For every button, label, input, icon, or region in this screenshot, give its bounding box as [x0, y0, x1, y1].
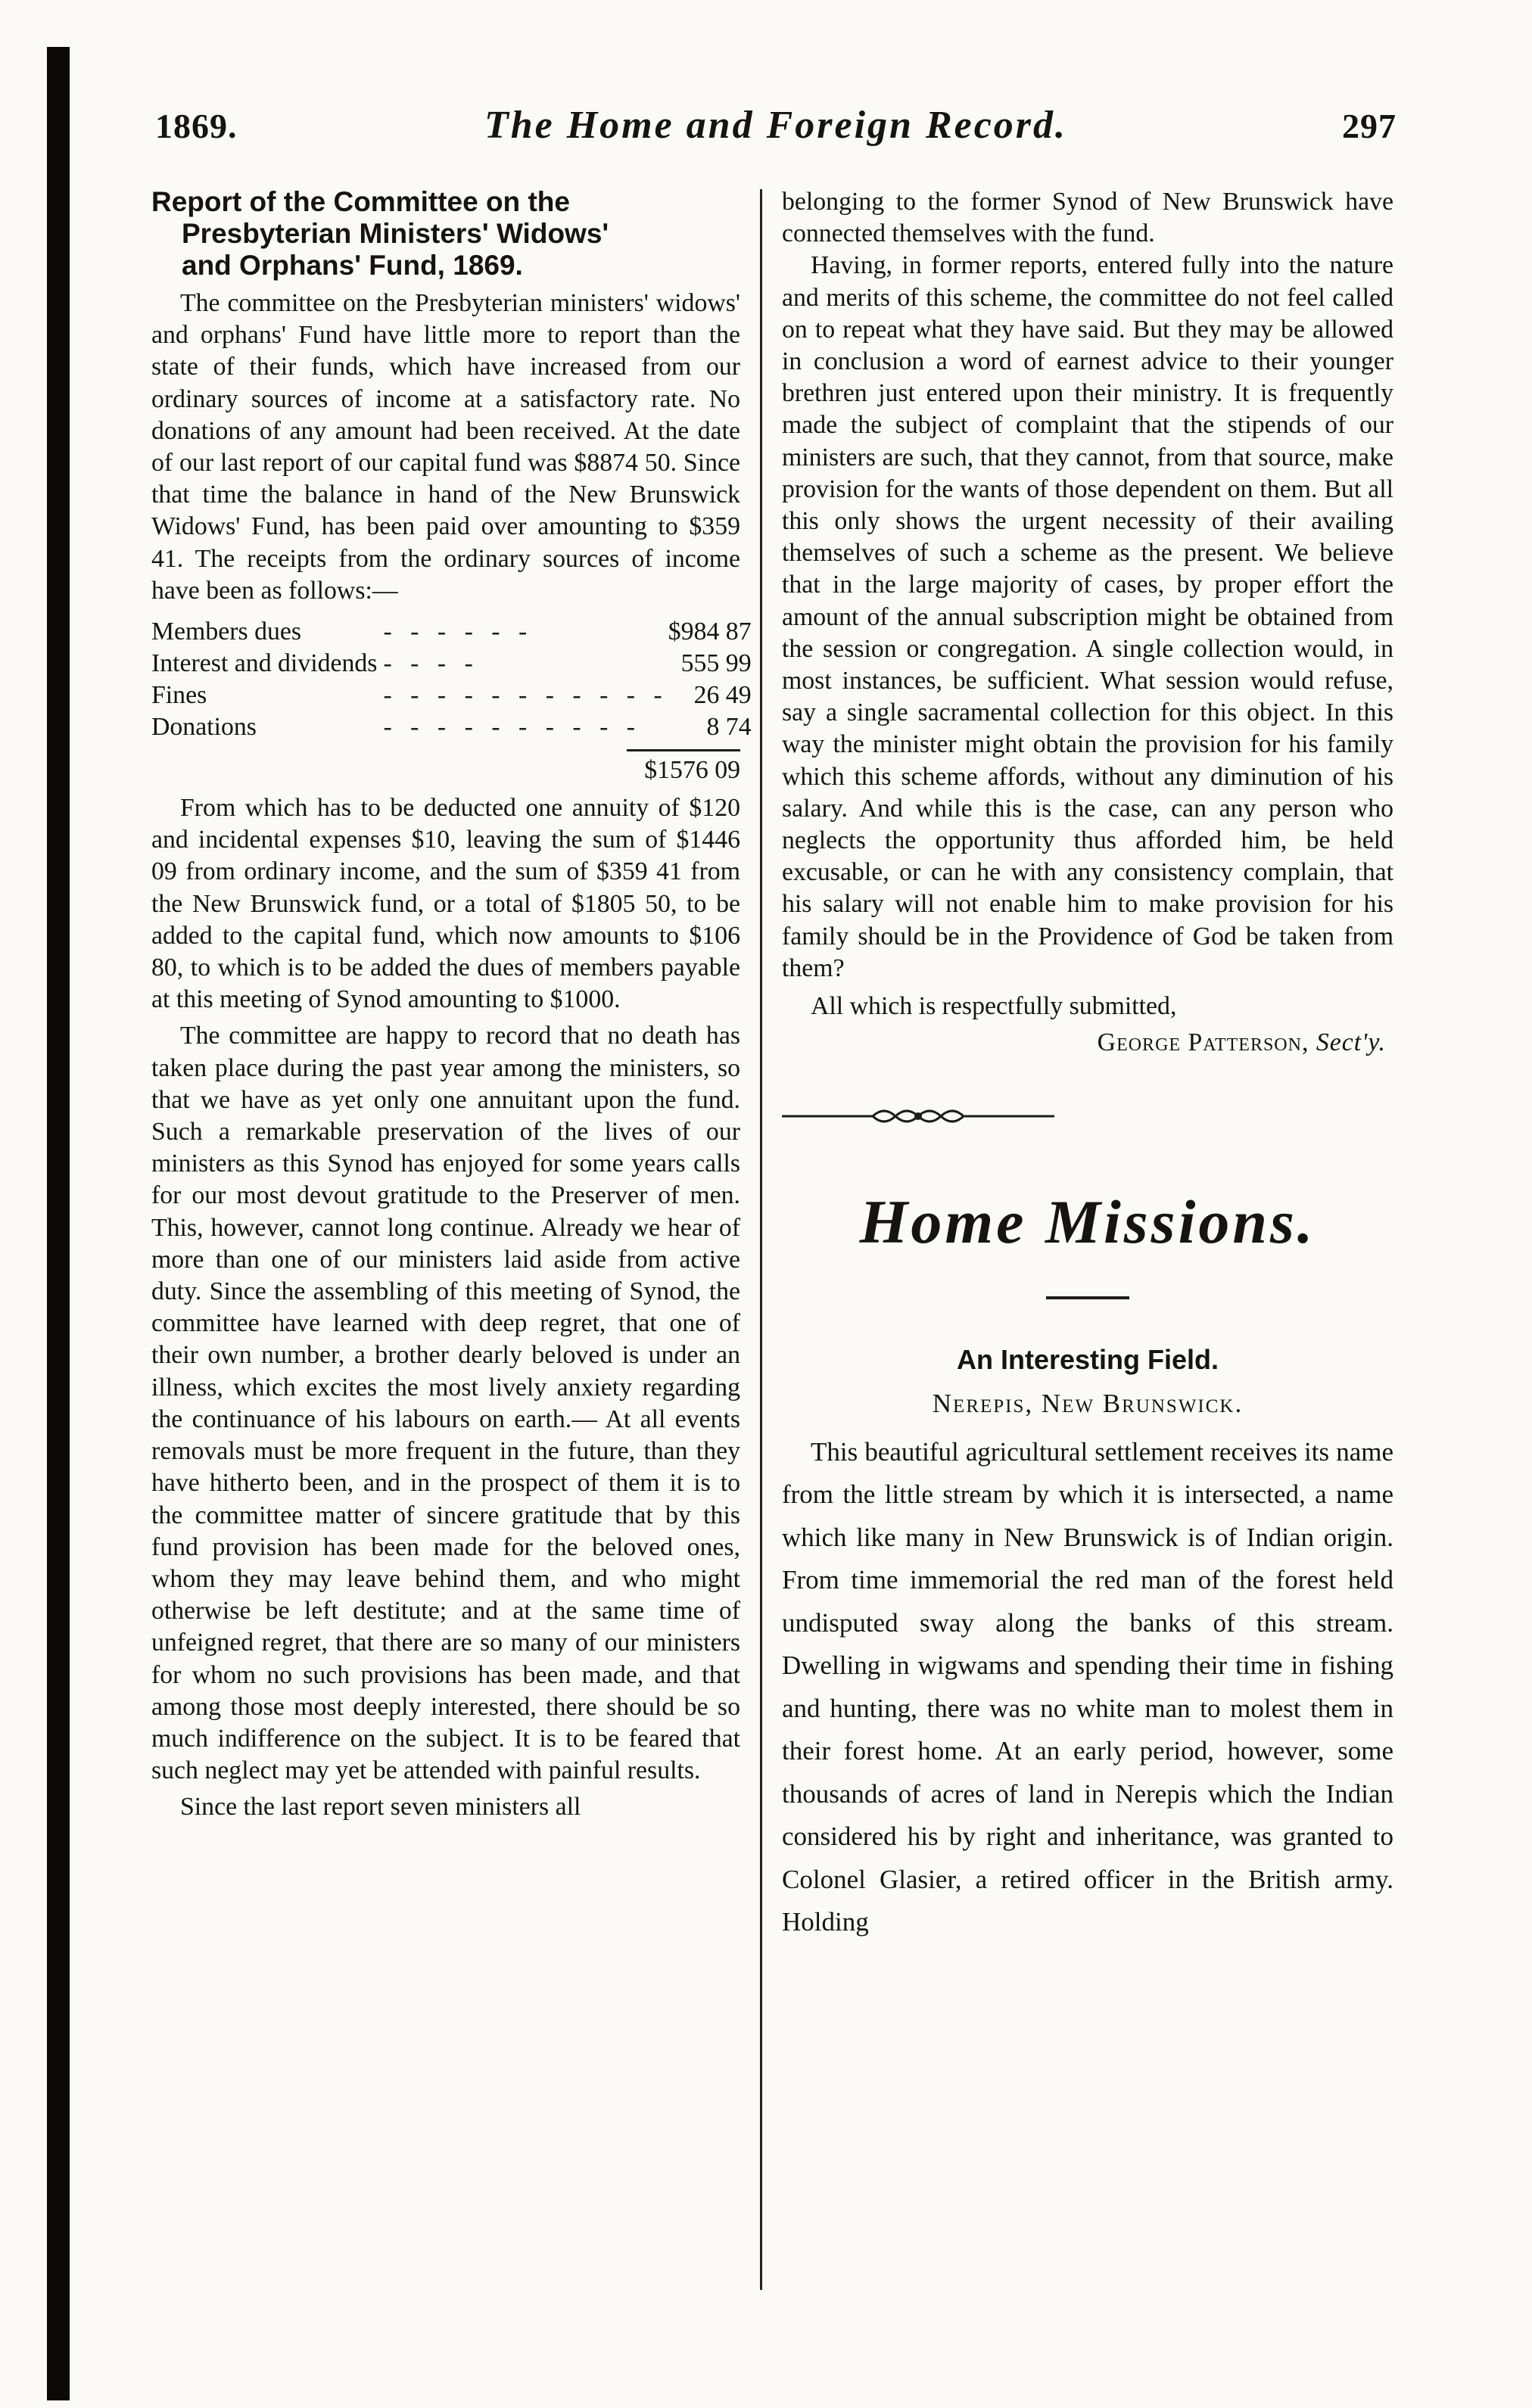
- report-title-line-1: Report of the Committee on the: [151, 186, 570, 217]
- right-column: [782, 186, 1393, 2290]
- receipts-table: [151, 616, 752, 743]
- closing-line: All which is respectfully submitted,: [811, 992, 1177, 1021]
- scan-edge-bar: [47, 47, 70, 2400]
- signature-title: Sect'y.: [1316, 1028, 1386, 1057]
- journal-title: The Home and Foreign Record.: [484, 104, 1068, 147]
- ornament-divider-icon: [782, 1101, 1054, 1131]
- signature: [782, 1027, 1393, 1059]
- page-number: 297: [1342, 107, 1397, 145]
- receipt-amount: $984 87: [668, 618, 752, 646]
- column-divider: [760, 189, 762, 2290]
- report-paragraph-2: From which has to be deducted one annuity of $120 and incidental expenses $10, leaving the sum of $1446 09 from ordinary income, and the sum of $359 41 from the New Brunswick fund, or a total of $1805 50, to be added to the capital fund, which now amounts to $106 80, to which is to be added the dues of members payable at this meeting of Synod amounting to $1000.: [151, 794, 740, 1014]
- receipt-label: Fines: [151, 681, 207, 710]
- leader-dots: - - - - - - - - - - -: [383, 681, 668, 710]
- receipt-amount: 26 49: [693, 681, 752, 710]
- article-place: Nerepis, New Brunswick.: [932, 1388, 1244, 1418]
- report-paragraph-3: The committee are happy to record that no death has taken place during the past year among the ministers, so that we have as yet only one annuitant upon the fund. Such a remarkable preservation of the lives of our ministers as this Synod has enjoyed for some years calls for our most devout gratitude to the Preserver of men. This, however, cannot long continue. Already we hear of more than one of our ministers laid aside from active duty. Since the assembling of this meeting of Synod, the committee have learned with deep regret, that one of their own number, a brother dearly beloved is under an illness, which excites the most lively anxiety regarding the continuance of his labours on earth.— At all events removals must be more frequent in the future, than they have hitherto been, and in the prospect of them it is to the committee matter of sincere gratitude that by this fund provision has been made for the beloved ones, whom they may leave behind them, and who might otherwise be left destitute; and at the same time of unfeigned regret, that there are so many of our ministers for whom no such provisions has been made, and that among those most deeply interested, there should be so much indifference on the subject. It is to be feared that such neglect may yet be attended with painful results.: [151, 1022, 740, 1785]
- leader-dots: - - - - - - - - - -: [383, 713, 642, 742]
- report-title-line-3: and Orphans' Fund, 1869.: [182, 250, 523, 281]
- left-column: [151, 186, 752, 2290]
- section-title: Home Missions.: [859, 1187, 1316, 1256]
- report-title-line-2: Presbyterian Ministers' Widows': [182, 218, 609, 249]
- report-paragraph-5: Having, in former reports, entered fully into the nature and merits of this scheme, the committee do not feel called on to repeat what they have said. But they may be allowed in conclusion a word of earnest advice to their younger brethren just entered upon their ministry. It is frequently made the subject of complaint that the stipends of our ministers are such, that they cannot, from that source, make provision for the wants of those dependent on them. But all this only shows the urgent necessity of their availing themselves of such a scheme as the present. We believe that in the large majority of cases, by proper effort the amount of the annual subscription might be obtained from the session or congregation. A single collection would, in most instances, be sufficient. What session would refuse, say a single sacramental collection for this object. In this way the minister might obtain the provision for his family which this scheme affords, without any diminution of his salary. And while this is the case, can any person who neglects the opportunity thus afforded him, be held excusable, or can he with any consistency complain, that his salary will not enable him to make provision for his family should be in the Providence of God be taken from them?: [782, 251, 1393, 982]
- receipt-amount: 8 74: [706, 713, 752, 742]
- table-row: [151, 648, 752, 680]
- sum-rule: [627, 749, 740, 751]
- table-row: [151, 680, 752, 711]
- receipt-label: Interest and dividends: [151, 649, 378, 678]
- title-rule: [1046, 1296, 1129, 1299]
- signature-name: George Patterson,: [1097, 1028, 1309, 1057]
- table-row: [151, 711, 752, 743]
- leader-dots: - - - -: [383, 649, 479, 678]
- leader-dots: - - - - - -: [383, 618, 534, 646]
- table-row: [151, 616, 752, 648]
- receipt-label: Donations: [151, 713, 257, 742]
- report-title: [151, 186, 740, 282]
- report-paragraph-1: The committee on the Presbyterian ministers' widows' and orphans' Fund have little more to report than the state of their funds, which have increased from our ordinary sources of income at a satisfactory rate. No donations of any amount had been received. At the date of our last report of our capital fund was $8874 50. Since that time the balance in hand of the New Brunswick Widows' Fund, has been paid over amounting to $359 41. The receipts from the ordinary sources of income have been as follows:—: [151, 289, 740, 605]
- page-header: [155, 106, 1397, 166]
- report-continuation: belonging to the former Synod of New Brunswick have connected themselves with the fund.: [782, 188, 1393, 248]
- header-year: 1869.: [155, 107, 238, 145]
- receipt-amount: 555 99: [680, 649, 752, 678]
- receipt-label: Members dues: [151, 618, 302, 646]
- article-body: This beautiful agricultural settlement receives its name from the little stream by which it is intersected, a name which like many in New Brunswick is of Indian origin. From time immemorial the red man of the forest held undisputed sway along the banks of this stream. Dwelling in wigwams and spending their time in fishing and hunting, there was no white man to molest them in their forest home. At an early period, however, some thousands of acres of land in Nerepis which the Indian considered his by right and inheritance, was granted to Colonel Glasier, a retired officer in the British army. Holding: [782, 1436, 1393, 1937]
- article-title: An Interesting Field.: [956, 1343, 1219, 1375]
- receipts-total: $1576 09: [644, 756, 740, 785]
- report-paragraph-4: Since the last report seven ministers all: [180, 1793, 581, 1822]
